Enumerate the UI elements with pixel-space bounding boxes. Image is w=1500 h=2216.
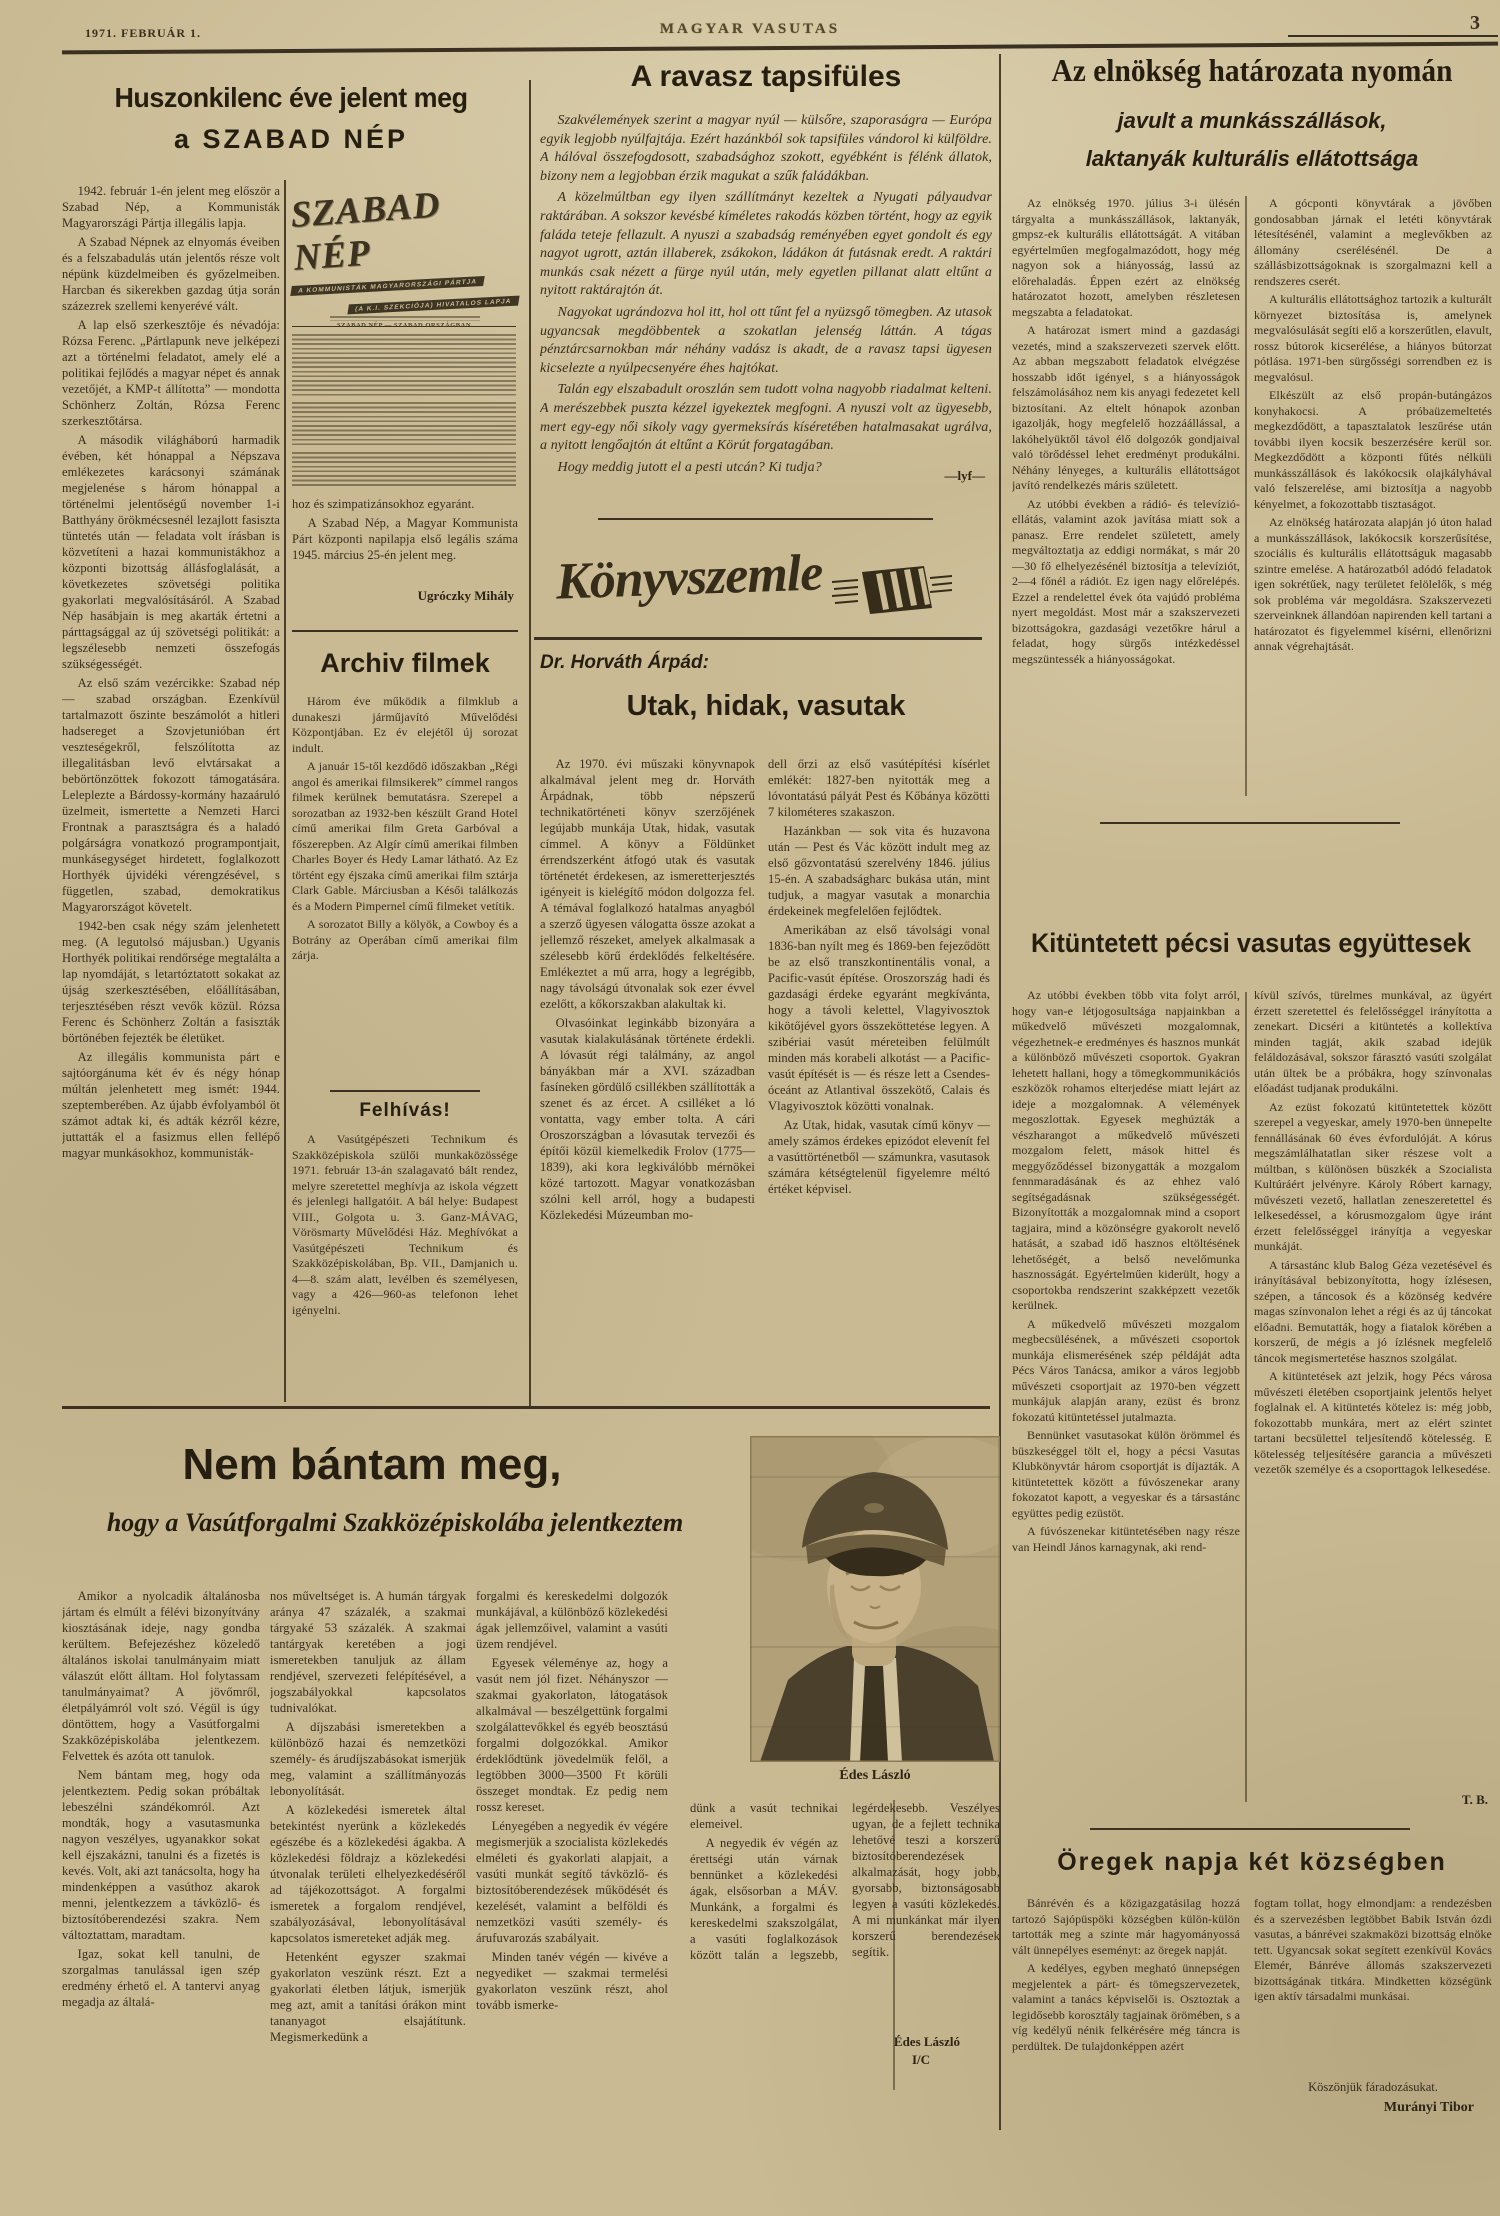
szabadnep-headline-1: Huszonkilenc éve jelent meg bbox=[114, 82, 468, 113]
portrait-man-railway-cap bbox=[750, 1436, 1000, 1762]
bottom-section-rule bbox=[62, 1406, 990, 1409]
nembantam-column-4: dünk a vasút technikai elemeivel. A negyedik év végén az érettségi után várnak bennünket a közlekedési ágak, elsősorban a MÁV. Munkánk, a forgalmi és kereskedelmi szakszolgálat, a vasúti foglalkozások között talán a legszebb, legérdekesebb. Veszélyes ugyan, de a fejlett technika lehetővé teszi a korszerű biztosítóberendezések alkalmazását, hogy jobb, gyorsabb, biztonságosabb legyen a vasúti közlekedés. A mi munkánkat már ilyen korszerű berendezések segítik. bbox=[690, 1801, 1000, 1962]
nembantam-signature-name: Édes László bbox=[893, 2034, 960, 2049]
nembantam-column-1: Amikor a nyolcadik általánosba jártam és elmúlt a félévi bizonyítvány kiosztásának ideje, nagy gondba kerültem. Befejezéshez közeledő általános iskolai tanulmányaim miatt válaszút előtt álltam. Hol folytassam tanulmányaimat? A jövőmről, életpályámról volt szó. Végül is úgy döntöttem, hogy a Vasútforgalmi Szakközépiskolába jelentkezem. Felvettek és azóta ott tanulok. Nem bántam meg, hogy oda jelentkeztem. Pedig sokan próbáltak lebeszélni szándékomról. Azt mondták, hogy a vasutasmunka nagyon veszélyes, ugyanakkor sokat kell éjszakázni, tanulni és a fizetés is kevés. Volt, aki azt tanácsolta, hogy ha mindenképpen a vasúthoz akarok menni, jelentkezzem a távközlő- és biztosítóberendezési szakra. Nem változtattam, maradtam. Igaz, sokat kell tanulni, de szorgalmas tanulással igen szép eredmény érhető el. A tantervi anyag megadja az általá- bbox=[62, 1589, 260, 2009]
utak-headline: Utak, hidak, vasutak bbox=[626, 690, 906, 722]
oregek-signature: Murányi Tibor bbox=[1383, 2100, 1474, 2115]
oregek-column-2: fogtam tollat, hogy elmondjam: a rendezésben és a szervezésben legtöbbet Babik István ózdi vasutas, a bánrévei szakmaközi bizottság elnöke tett. Ugyancsak sokat segített ezenkívül Kovács Elemér, Bánréve állomás szakszervezeti bizottságának titkára. Mindketten községünk igen aktív társadalmi munkásai. bbox=[1254, 1896, 1492, 2003]
oregek-closing: Köszönjük fáradozásukat. bbox=[1308, 2080, 1438, 2094]
nembantam-signature-class: I/C bbox=[911, 2052, 930, 2067]
elnokseg-subhead-1: javult a munkásszállások, bbox=[1117, 108, 1387, 133]
szabadnep-column-2: hoz és szimpatizánsokhoz egyaránt. A Szabad Nép, a Magyar Kommunista Párt központi napilapja első legális száma 1945. március 25-én jelent meg. bbox=[292, 497, 518, 562]
nembantam-column-2: nos műveltséget is. A humán tárgyak aránya 47 százalék, a szakmai tárgyaké 53 százalék. A szakmai tantárgyak keretében a jogi ismeretekben tanuljuk az állam rendjével, szervezeti felépítésével, a jogszabályokkal kapcsolatos tudnivalókat. A díjszabási ismeretekben a különböző hazai és nemzetközi személy- és árudíjszabásokat ismerjük meg, valamint a szállítmányozás lebonyolítását. A közlekedési ismeretek által betekintést nyerünk a közlekedés egészébe és a közlekedési ágakba. A közlekedési földrajz a közlekedési útvonalak területi elhelyezkedéséről ad tájékozottságot. A forgalmi ismeretek a forgalom rendjével, szabályozásával, lebonyolításával kapcsolatos ismereteket adják meg. Hetenként egyszer szakmai gyakorlaton veszünk részt. Ezt a gyakorlati életben látjuk, ismerjük meg azt, amit a tanítási órákon mint tananyagot elsajátítunk. Megismerkedünk a bbox=[270, 1589, 466, 2044]
divider-left-middle bbox=[529, 80, 531, 1406]
konyvszemle-logo-text: Könyvszemle bbox=[555, 544, 824, 611]
szabadnep-logo-banner-1: A KOMMUNISTÁK MAGYARORSZÁGI PÁRTJA bbox=[290, 276, 485, 296]
masthead-title: MAGYAR VASUTAS bbox=[659, 21, 841, 37]
tapsifules-headline: A ravasz tapsifüles bbox=[630, 60, 902, 93]
konyvszemle-logo bbox=[555, 544, 952, 616]
utak-column-2: dell őrzi az első vasútépítési kísérlet emlékét: 1827-ben nyitották meg a lóvontatású pályát Pest és Kőbánya közötti 7 kilométeres szakaszon. Hazánkban — sok vita és huzavona után — Pest és Vác között indult meg az első gőzvontatású szerelvény 1846. július 15-én. A szabadságharc bukása után, mint tudjuk, a magyar vasutak a monarchia érdekeinek megfelelően fejlődtek. Amerikában az első távolsági vonal 1836-ban nyílt meg és 1869-ben fejeződött be az első transzkontinentális vonal, a Pacific-vasút építése. Oroszország hadi és gazdasági érdeke egyaránt megkívánta, hogy a távoli kelettel, Vlagyivosztok kikötőjével gyors összeköttetése legyen. A szibériai vasút méreteiben felülmúlt minden más korabeli alkotást — a Pacific-vasút építését is — és része lett a Csendes-óceánt az Atlantival összekötő, Calais és Vlagyivosztok közötti vonalnak. Az Utak, hidak, vasutak című könyv — amely számos érdekes epizódot elevenít fel a vasúttörténetből — számunkra, vasutasok számára kétségtelenül figyelemre méltó értéket képvisel. bbox=[768, 757, 990, 1196]
elnokseg-subhead-2: laktanyák kulturális ellátottsága bbox=[1085, 146, 1419, 171]
szabadnep-signature: Ugróczky Mihály bbox=[417, 588, 514, 603]
tapsifules-body: Szakvélemények szerint a magyar nyúl — külsőre, szaporaságra — Európa egyik legjobb nyúlfajtája. Ezért hazánkból sok tapsifüles vándorol ki külföldre. A hálóval összefogdosott, szabadsághoz szokott, egyébként is félénk állatok, bizony nem a legjobban érzik magukat a szűk faládákban. A közelmúltban egy ilyen szállítmányt kezeltek a Nyugati pályaudvar raktárában. A sokszor kevésbé kíméletes rakodás közben történt, hogy az egyik faláda teteje fellazult. A nyuszi a szabadság reményében egyet gondolt és egy nagyot ugrott, aztán illaberek, zsákokon, ládákon át futásnak eredt. A raktári munkás csak nézett a fürge nyúl után, mely egyetlen pillanat alatt eltűnt a nyitott raktárajtón át. Nagyokat ugrándozva hol itt, hol ott tűnt fel a nyüzsgő tömegben. Az utasok ugyancsak megdöbbentek a szokatlan jelenség láttán. A tágas pénztárcsarnokban már néhány vadász is akadt, de a ravasz tapsi ügyesen kicselezte a nyúlpecsenyére éhes hajtókat. Talán egy elszabadult oroszlán sem tudott volna nagyobb riadalmat kelteni. A merészebbek puszta kézzel igyekeztek megfogni. A nyuszi volt az ügyesebb, mert egy-egy női sikoly vagy gyermeksírás kíséretében hatalmasakat ugrálva, a nyitott lengőajtón át eltűnt a Körút forgatagában. Hogy meddig jutott el a pesti utcán? Ki tudja? bbox=[540, 113, 992, 475]
elnokseg-headline: Az elnökség határozata nyomán bbox=[1051, 52, 1453, 88]
szabadnep-logo-title: SZABAD NÉP bbox=[289, 184, 442, 279]
elnokseg-column-1: Az elnökség 1970. július 3-i ülésén tárgyalta a munkásszállások, laktanyák, gmpsz-ek kulturális ellátottságát. A vitában egyértelműen megfogalmazódott, hogy még nagyon sok a hiányosság, lassú az előrehaladás. Éppen ezért az elnökség határozatot hozott, amelyben részletesen megszabta a feladatokat. A határozat ismert mind a gazdasági vezetés, mind a szakszervezeti szervek előtt. Az abban megszabott feladatok elvégzése hosszabb időt igényel, s a hiányosságok felszámolásához nem kis anyagi fedezetet kell biztosítani. Az eltelt hónapok azonban igazolják, hogy megfelelő hozzáállással, a lakóhelyüktől távol élő dolgozók gondjaival való törődéssel lehet eredményt produkálni. Néhány lényeges, a kulturális ellátottságot javító rendelkezés máris született. Az utóbbi években a rádió- és televízió-ellátás, valamint azok javítása miatt sok a panasz. Erre rendelet született, amely megváltoztatja az eddigi normákat, s már 20—30 fő elhelyezésénél biztosítja a televíziót, 2—4 főnél a rádiót. Ez igen nagy előrelépés. Ezzel a rendelettel évek óta vajúdó probléma nyert megoldást. Most már a szakszervezeti bizottságokra, gazdasági vezetőkre hárul a feladat, hogy sürgős intézkedéssel megszüntessék a hiányosságokat. bbox=[1012, 196, 1240, 666]
konyvszemle-underline bbox=[534, 637, 982, 640]
pecsi-column-2: kívül szívós, türelmes munkával, az ügyért érzett szeretettel és felelősséggel irányította a zenekart. Dicséri a kitüntetés a kollektíva minden tagját, akik szabad idejük feláldozásával, sokszor fárasztó vasúti szolgálat után ültek be a próbákra, hogy színvonalas előadást tudjanak produkálni. Az ezüst fokozatú kitüntetettek között szerepel a vegyeskar, amely 1970-ben ünnepelte fennállásának 60 éves évfordulóját. A kórus megszámlálhatatlan siker részese volt a múltban, s különösen büszkék a Szocialista Kultúráért jelvényre. Károly Róbert karnagy, művészeti vezető, hallatlan zeneszeretettel és lelkesedéssel, a kórusmozgalom ügye iránt érzett felelősséggel irányítja a vegyeskar munkáját. A társastánc klub Balog Géza vezetésével és irányításával bebizonyította, hogy ízlésesen, szépen, a táncosok és a közönség kedvére magas színvonalon lehet a régi és az új táncokat előadni. Bemutatták, hogy a fiatalok körében a korszerű, de mégis a jó ízlésnek megfelelő táncok megismertetése hasznos szolgálat. A kitüntetések azt jelzik, hogy Pécs városa művészeti életében csoportjaink jelentős helyet foglalnak el. A kitüntetés kötelez is: még jobb, fokozottabb munkára, mert az elért szintet tartani becsülettel teljesítendő kötelesség. E kötelesség teljesítésére garancia a művészeti vezetők személye és a csoporttagok lelkesedése. bbox=[1254, 988, 1492, 1476]
szabadnep-logo bbox=[289, 184, 518, 313]
pecsi-headline: Kitüntetett pécsi vasutas együttesek bbox=[1030, 928, 1472, 958]
nembantam-column-3: forgalmi és kereskedelmi dolgozók munkájával, a különböző közlekedési ágak jellemzőivel, valamint a vasúti üzem rendjével. Egyesek véleménye az, hogy a vasút nem jól fizet. Néhányszor — szakmai gyakorlaton, látogatások alkalmával — beszélgettünk forgalmi szolgálattevőkkel és egyéb beosztású forgalmi dolgozókkal. Amikor érdeklődtünk jövedelmük felől, a legtöbben 3000—3500 Ft körüli összeget mondtak. Ez pedig nem rossz kereset. Lényegében a negyedik év végére megismerjük a szocialista közlekedés elméleti és gyakorlati alapjait, a vasúti munkát segítő távközlő- és biztosítóberendezések működését és kezelését, valamint a belföldi és nemzetközi vasúti személy- és árufuvarozás szabályait. Minden tanév végén — kivéve a negyediket — szakmai termelési gyakorlaton veszünk részt, ahol tovább ismerke- bbox=[476, 1589, 668, 2012]
utak-column-1: Az 1970. évi műszaki könyvnapok alkalmával jelent meg dr. Horváth Árpádnak, több népszerű technikatörténeti könyv szerzőjének legújabb munkája Utak, hidak, vasutak címmel. A könyv a Földünket érrendszerként átfogó utak és vasutak történetét érdekesen, az ismeretterjesztés igényeit is kielégítő módon dolgozza fel. A témával foglalkozó hatalmas anyagból a szerző ügyesen válogatta össze azokat a jellemző részeket, amelyek alkalmasak a szélesebb körű érdeklődés felkeltésére. Emlékeztet a mű arra, hogy a legrégibb, nagy távolságú útvonalak sok ezer évvel ezelőtt, a kőkorszakban alakultak ki. Olvasóinkat leginkább bizonyára a vasutak kialakulásának története érdekli. A lóvasút régi találmány, az angol bányákban már a XVI. században fasíneken gördülő csillékben szállították a szenet és az ércet. A csilléket a ló vontatta, vagy ember tolta. A cári Oroszországban a lóvasutak tervezői és építői közül kiemelkedik Frolov (1775—1839), aki kora legkiválóbb mérnökei közé tartozott. Magyar vonatkozásban szólni kell arról, hogy a budapesti Közlekedési Múzeumban mo- bbox=[540, 757, 755, 1222]
nembantam-headline-2: hogy a Vasútforgalmi Szakközépiskolába jelentkeztem bbox=[106, 1508, 684, 1537]
konyvszemle-top-rule bbox=[598, 518, 933, 520]
elnokseg-bottom-rule bbox=[1100, 822, 1400, 824]
szabadnep-logo-dateline bbox=[330, 316, 480, 321]
felhivas-headline: Felhívás! bbox=[359, 1100, 451, 1121]
pecsi-signature: T. B. bbox=[1461, 1792, 1488, 1807]
page-number: 3 bbox=[1470, 12, 1480, 34]
konyvszemle-byline: Dr. Horváth Árpád: bbox=[540, 652, 709, 673]
oregek-column-1: Bánrévén és a közigazgatásilag hozzá tartozó Sajópüspöki községben külön-külön tartották meg a szinte már hagyományossá vált ünnepélyes eseményt: az öregek napját. A kedélyes, egyben megható ünnepségen megjelentek a párt- és tömegszervezetek, valamint a tanács képviselői is. Osztoztak a legidősebb korosztály tagjainak örömében, s a víg kedélyű nénik felkérésére még táncra is perdültek. De tulajdonképpen azért bbox=[1012, 1896, 1240, 2053]
divider-colA-colB bbox=[284, 180, 286, 1402]
szabadnep-column-1: 1942. február 1-én jelent meg először a Szabad Nép, a Kommunisták Magyarországi Pártja illegális lapja. A Szabad Népnek az elnyomás éveiben és a felszabadulás után jelentős része volt népünk küzdelmeiben és győzelmeiben. Harcban és sikerekben gazdag útja során százezrek szellemi kenyerévé vált. A lap első szerkesztője és névadója: Rózsa Ferenc. „Pártlapunk neve jelképezi azt a történelmi feladatot, amely elé a politikai fejlődés a magyar népet és annak vezetőjét, a KMP-t állította” — mondotta Schönherz Zoltán, Rózsa Ferenc szerkesztőtársa. A második világháború harmadik évében, két hónappal a Népszava emlékezetes karácsonyi számának megjelenése s három hónappal a történelmi jelentőségű november 1-i Batthyány örökmécsesnél lezajlott fasiszta tüntetés után — feladata volt írásban is közvetíteni a hazai kommunistákhoz a központi bizottság állásfoglalását, a következetes szövetségi politika gyakorlati megvalósításáról. A Szabad Nép hasábjain is meg akarták értetni a párttagsággal az új szövetségi politikát: a legszélesebb nemzeti összefogás szükségességét. Az első szám vezércikke: Szabad nép — szabad országban. Ezenkívül tartalmazott őszinte beszámolót a hitleri hadsereget a Szovjetunióban ért veszteségekről, felszólította az illegalitásban levő elvtársakat a bebörtönzöttek fokozott támogatására. Leleplezte a Bárdossy-kormány hazaáruló üzelmeit, ismertette a Nemzeti Harci Frontnak a parasztságra és a haladó polgárságra vonatkozó programpontjait, munkásegységet hirdetett, foglalkozott Horthyék újvidéki vérengzésével, s független, szabad, demokratikus Magyarországot követelt. 1942-ben csak négy szám jelenhetett meg. (A legutolsó májusban.) Ugyanis Horthyék politikai rendőrsége megtalálta a lap nyomdáját, s letartóztatott sokakat az újság szerkesztésében, előállításában, terjesztésében részt vevők közül. Rózsa Ferenc és Schönherz Zoltán a fasiszták börtönében fejezték be életüket. Az illegális kommunista párt e sajtóorgánuma két év és négy hónap múltán jelenhetett meg ismét: 1944. szeptemberében. Az újabb évfolyamból öt számot adtak ki, és adták kézről kézre, juttatták el a fasizmus ellen fellépő magyar munkásokhoz, kommunisták- bbox=[62, 184, 280, 1160]
archiv-column: Három éve működik a filmklub a dunakeszi járműjavító Művelődési Központjában. Ez év elejétől új sorozat indult. A január 15-től kezdődő időszakban „Régi angol és amerikai filmsikerek” címmel rangos filmek kerülnek bemutatásra. Szerepel a sorozatban az 1932-ben készült Grand Hotel című amerikai film Greta Garbóval a főszerepben. Az Algír című amerikai filmben Charles Boyer és Hedy Lamar látható. Az Ez történt egy éjszaka című amerikai film sztárja Clark Gable. Márciusban a Késői találkozás és a Modern Pimpernel című filmeket vetítik. A sorozatot Billy a kölyök, a Cowboy és a Botrány az Operában című amerikai film zárja. bbox=[292, 694, 518, 962]
pecsi-bottom-rule bbox=[1090, 1828, 1410, 1830]
books-icon bbox=[832, 564, 952, 616]
divider-right-cols-mid bbox=[1245, 992, 1247, 1802]
oregek-headline: Öregek napja két községben bbox=[1057, 1848, 1447, 1876]
facsimile-text-block-1 bbox=[292, 334, 516, 396]
facsimile-text-block-2 bbox=[292, 402, 516, 446]
nembantam-headline-1: Nem bántam meg, bbox=[182, 1440, 562, 1489]
photo-caption: Édes László bbox=[839, 1768, 911, 1783]
felhivas-top-rule bbox=[330, 1090, 480, 1092]
archiv-headline: Archiv filmek bbox=[320, 648, 490, 678]
facsimile-text-block-3 bbox=[292, 452, 516, 488]
header-rule-right bbox=[1288, 35, 1498, 37]
pecsi-column-1: Az utóbbi években több vita folyt arról, hogy van-e létjogosultsága napjainkban a műkedvelő művészeti mozgalomnak, végezhetnek-e eredményes és hasznos munkát a különböző művészeti csoportok. Gyakran lehetett hallani, hogy a tömegkommunikációs eszközök rohamos elterjedése miatt lejárt az ideje a mozgalomnak. A vélemények megoszlottak. Egyesek meghúzták a vészharangot a műkedvelő művészeti mozgalom felett, mások hittel és meggyőződéssel bizonygatták a mozgalom fennmaradásának és az ehhez való segítségadásnak szükségességét. Bizonyították a mozgalomnak mind a csoport tagjaira, mind a közönségre gyakorolt nevelő hatását, a szabad idő hasznos eltöltésének lehetőségét, a belső nevelőmunka hasznosságát. Egyértelműen kiderült, hogy a csoportokba rendszerint szakképzett vezetők kerülnek. A műkedvelő művészeti mozgalom megbecsülésének, a művészeti csoportok munkája elismerésének szép példáját adta Pécs Város Tanácsa, amikor a város legjobb művészeti csoportjait az 1970-ben végzett munkájuk alapján arany, ezüst és bronz fokozatú kitüntetéssel jutalmazta. Bennünket vasutasokat külön örömmel és büszkeséggel tölt el, hogy a pécsi Vasutas Klubkönyvtár három csoportját is díjazták. A kitüntetettek között a fúvószenekar arany fokozatot kapott, a vegyeskar és a társastánc együttes pedig ezüstöt. A fúvószenekar kitüntetésében nagy része van Heindl János karnagynak, aki rend- bbox=[1012, 988, 1240, 1554]
szabadnep-logo-banner-2: (A K.I. SZEKCIÓJA) HIVATALOS LAPJA bbox=[348, 295, 520, 314]
tapsifules-signature: —lyf— bbox=[944, 468, 985, 483]
portrait-photo bbox=[750, 1436, 1000, 1762]
felhivas-column: A Vasútgépészeti Technikum és Szakközépiskola szülői munkaközössége 1971. február 13-án szalagavató bált rendez, melyre szeretettel meghívja az iskola végzett és jelenlegi hallgatóit. A bál helye: Budapest VIII., Golgota u. 3. Ganz-MÁVAG, Vörösmarty Művelődési Ház. Meghívókat a Vasútgépészeti Technikum és Szakközépiskolában, Bp. VII., Damjanich u. 4—8. szám alatt, levélben és személyesen, vagy a 426—960-as telefonon lehet igényelni. bbox=[292, 1132, 518, 1317]
szabadnep-facsimile-heading: SZABAD NÉP — SZABAD ORSZÁGBAN bbox=[336, 322, 472, 329]
szabadnep-headline-2: a SZABAD NÉP bbox=[173, 124, 409, 154]
archiv-top-rule bbox=[292, 630, 518, 632]
szabadnep-facsimile bbox=[292, 322, 516, 488]
divider-right-cols-top bbox=[1245, 196, 1247, 796]
elnokseg-column-2: A gócponti könyvtárak a jövőben gondosabban járnak el letéti könyvtárak létesítésénél, valamint a meglevőkben az állomány cserélésénél. De a szállásbizottságoknak is szorgalmazni kell a rendszeres cserét. A kulturális ellátottsághoz tartozik a kulturált környezet biztosítása is, amelynek megvalósulását segíti elő a korszerűtlen, elavult, rossz bútorok kicserélése, a hiányos bútorzat pótlása. 1971-ben sürgősségi sorrendben ez is megvalósul. Elkészült az első propán-butángázos konyhakocsi. A próbaüzemeltetés megkezdődött, a tapasztalatok leszűrése után további ilyen kocsik beszerzésére kerül sor. Megkezdődött a központi fűtés nélküli munkásszállások és lakókocsik olajkályhával való felszerelése, ami biztosítja a nagyobb kényelmet, a fokozottabb tisztaságot. Az elnökség határozata alapján jó úton halad a munkásszállások, lakókocsik korszerűsítése, szociális és kulturális ellátottságuk magasabb szintre emelése. A határozatból adódó feladatok igen sokrétűek, nagy területet felölelők, s még sok probléma vár megoldásra. Szakszervezeti szerveinknek állandóan napirenden kell tartani a határozatot és figyelemmel kísérni, ellenőrizni annak végrehajtását. bbox=[1254, 196, 1492, 653]
issue-date: 1971. FEBRUÁR 1. bbox=[85, 26, 202, 40]
